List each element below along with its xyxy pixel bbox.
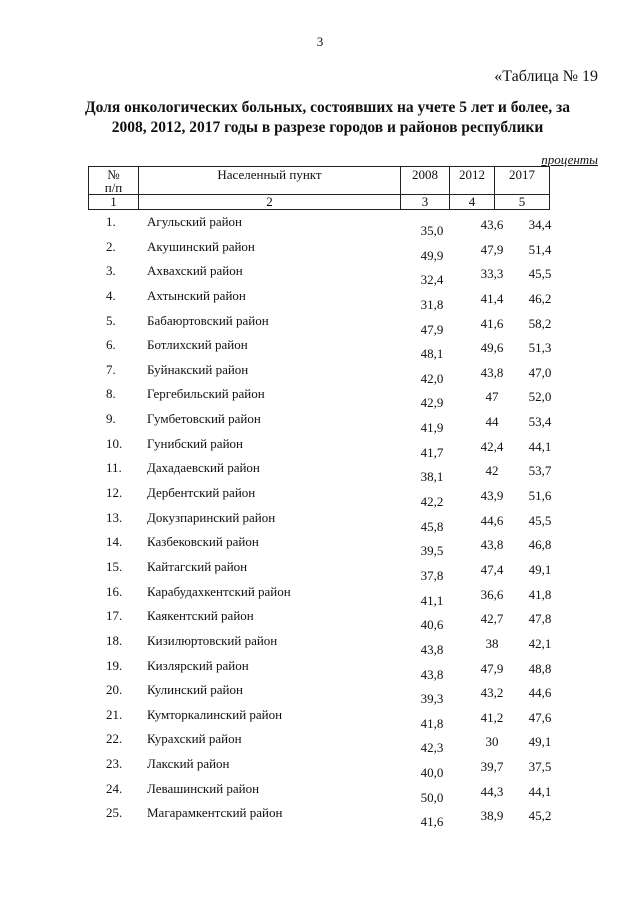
row-value-2017: 45,2 (528, 808, 552, 824)
row-number: 20. (106, 682, 123, 698)
row-number: 19. (106, 657, 123, 673)
row-value-2012: 44 (485, 414, 499, 430)
row-value-2017: 47,8 (528, 611, 552, 627)
row-number: 12. (106, 485, 123, 501)
row-value-2012: 42,4 (480, 438, 504, 454)
row-value-2008: 32,4 (420, 272, 444, 288)
row-name: Гунибский район (147, 435, 243, 451)
row-value-2008: 47,9 (420, 321, 444, 337)
row-number: 16. (106, 583, 123, 599)
row-name: Ботлихский район (147, 337, 248, 353)
row-value-2008: 40,6 (420, 617, 444, 633)
row-value-2012: 42 (485, 463, 499, 479)
table-row (88, 386, 552, 411)
row-value-2012: 44,3 (480, 783, 504, 799)
row-value-2017: 42,1 (528, 635, 552, 651)
page-number: 3 (316, 34, 324, 49)
row-value-2017: 49,1 (528, 734, 552, 750)
row-name: Акушинский район (147, 238, 255, 254)
header-col-4: 4 (450, 195, 495, 210)
row-number: 5. (106, 312, 116, 328)
row-name: Левашинский район (147, 780, 260, 796)
row-name: Дербентский район (147, 485, 256, 501)
row-name: Курахский район (147, 731, 242, 747)
row-value-2008: 31,8 (420, 296, 444, 312)
table-row (88, 435, 552, 461)
row-name: Ахвахский район (147, 263, 243, 279)
table-row (88, 263, 552, 288)
row-value-2012: 43,8 (480, 537, 504, 553)
row-value-2012: 36,6 (480, 586, 504, 602)
table-row (88, 337, 552, 362)
row-number: 17. (106, 608, 123, 624)
row-value-2008: 41,9 (420, 420, 444, 436)
row-number: 24. (106, 780, 123, 796)
row-number: 3. (106, 263, 116, 279)
row-value-2008: 49,9 (420, 247, 444, 263)
row-value-2017: 44,1 (528, 783, 552, 799)
row-value-2008: 41,1 (420, 592, 444, 608)
row-value-2008: 42,9 (420, 395, 444, 411)
row-number: 4. (106, 287, 116, 303)
row-value-2017: 45,5 (528, 266, 552, 282)
header-no-line-2: п/п (104, 180, 123, 195)
row-value-2012: 47 (485, 389, 499, 405)
table-body (88, 214, 552, 830)
header-no-line-1: № (107, 167, 120, 182)
header-col-1: 1 (89, 195, 139, 210)
row-value-2008: 39,3 (420, 691, 444, 707)
row-name: Лакский район (147, 756, 230, 772)
header-col-5: 5 (495, 195, 550, 210)
row-value-2017: 52,0 (528, 389, 552, 405)
row-value-2012: 43,8 (480, 364, 504, 380)
row-number: 21. (106, 706, 123, 722)
row-value-2012: 39,7 (480, 759, 504, 775)
table-row (88, 756, 552, 781)
row-number: 6. (106, 337, 116, 353)
header-2017: 2017 (495, 167, 550, 195)
row-value-2012: 38,9 (480, 808, 504, 824)
table-row (88, 632, 552, 658)
row-value-2008: 35,0 (420, 223, 444, 238)
row-name: Казбековский район (147, 534, 259, 550)
row-value-2008: 37,8 (420, 567, 444, 583)
row-name: Кизлярский район (147, 657, 249, 673)
row-value-2017: 41,8 (528, 586, 552, 602)
row-value-2008: 42,3 (420, 740, 444, 756)
row-name: Гумбетовский район (147, 411, 261, 427)
table-row (88, 312, 552, 338)
row-value-2012: 30 (485, 734, 499, 750)
row-value-2017: 49,1 (528, 561, 552, 577)
table-row (88, 657, 552, 683)
row-value-2012: 33,3 (480, 266, 504, 282)
row-value-2017: 48,8 (528, 660, 552, 676)
row-number: 11. (106, 460, 122, 476)
row-value-2008: 50,0 (420, 789, 444, 805)
row-number: 25. (106, 805, 123, 821)
table-row (88, 682, 552, 707)
table-row (88, 509, 552, 535)
row-number: 23. (106, 756, 123, 772)
row-value-2008: 38,1 (420, 469, 444, 485)
row-value-2012: 47,9 (480, 660, 504, 676)
row-name: Кизилюртовский район (147, 632, 278, 648)
row-name: Бабаюртовский район (147, 312, 269, 328)
row-value-2008: 41,6 (420, 814, 444, 830)
page-title (40, 98, 615, 138)
row-name: Буйнакский район (147, 361, 249, 377)
table-row (88, 731, 552, 756)
table-row (88, 460, 552, 485)
row-value-2008: 42,0 (420, 370, 444, 386)
title-line-2: 2008, 2012, 2017 годы в разрезе городов и районов республики (111, 119, 544, 136)
row-value-2012: 41,4 (480, 290, 504, 306)
row-value-2017: 46,8 (528, 537, 552, 553)
row-value-2012: 41,6 (480, 315, 504, 331)
row-value-2017: 47,0 (528, 364, 552, 380)
row-value-2017: 37,5 (528, 759, 552, 775)
row-value-2012: 43,6 (480, 217, 504, 232)
row-value-2012: 47,4 (480, 561, 504, 577)
row-name: Агульский район (147, 214, 242, 229)
row-value-2017: 51,4 (528, 241, 552, 257)
row-value-2017: 53,7 (528, 463, 552, 479)
row-value-2012: 49,6 (480, 340, 504, 356)
row-value-2008: 41,7 (420, 444, 444, 460)
row-name: Дахадаевский район (147, 460, 260, 476)
row-number: 14. (106, 534, 123, 550)
row-value-2012: 47,9 (480, 241, 504, 257)
row-name: Магарамкентский район (147, 805, 283, 821)
header-2008: 2008 (401, 167, 450, 195)
row-value-2012: 43,9 (480, 488, 504, 504)
row-number: 8. (106, 386, 116, 402)
row-name: Кумторкалинский район (147, 706, 283, 722)
row-value-2017: 34,4 (528, 217, 552, 232)
row-value-2012: 44,6 (480, 512, 504, 528)
row-value-2012: 41,2 (480, 709, 504, 725)
row-number: 2. (106, 238, 116, 254)
row-value-2012: 42,7 (480, 611, 504, 627)
table-row (88, 706, 552, 732)
row-name: Кулинский район (147, 682, 243, 698)
header-col-3: 3 (401, 195, 450, 210)
row-value-2008: 40,0 (420, 765, 444, 781)
row-value-2017: 58,2 (528, 315, 552, 331)
table-tag: «Таблица № 19 (494, 68, 598, 85)
row-value-2017: 47,6 (528, 709, 552, 725)
header-no (89, 167, 139, 195)
table-header (88, 166, 550, 210)
header-name: Населенный пункт (139, 167, 401, 195)
row-value-2017: 53,4 (528, 414, 552, 430)
row-value-2008: 43,8 (420, 641, 444, 657)
row-number: 22. (106, 731, 123, 747)
row-number: 1. (106, 214, 116, 229)
row-number: 7. (106, 361, 116, 377)
row-value-2008: 45,8 (420, 518, 444, 534)
row-value-2017: 51,3 (528, 340, 552, 356)
row-value-2008: 39,5 (420, 543, 444, 559)
header-2012: 2012 (450, 167, 495, 195)
table-row (88, 780, 552, 806)
table-row (88, 287, 552, 313)
table-row (88, 214, 552, 239)
table-row (88, 238, 552, 264)
row-name: Карабудахкентский район (147, 583, 291, 599)
row-number: 18. (106, 632, 123, 648)
title-line-1: Доля онкологических больных, состоявших на учете 5 лет и более, за (84, 99, 571, 116)
row-value-2008: 48,1 (420, 346, 444, 362)
table-row (88, 485, 552, 510)
row-name: Ахтынский район (147, 287, 246, 303)
units-label: проценты (541, 152, 598, 167)
table-row (88, 534, 552, 559)
row-name: Гергебильский район (147, 386, 265, 402)
row-value-2017: 51,6 (528, 488, 552, 504)
table-row (88, 558, 552, 584)
row-value-2008: 42,2 (420, 494, 444, 510)
row-number: 9. (106, 411, 116, 427)
row-value-2017: 46,2 (528, 290, 552, 306)
table-row (88, 608, 552, 633)
row-name: Каякентский район (147, 608, 254, 624)
row-number: 15. (106, 558, 123, 574)
row-value-2017: 45,5 (528, 512, 552, 528)
table-row (88, 805, 552, 830)
row-value-2008: 43,8 (420, 666, 444, 682)
row-value-2017: 44,6 (528, 685, 552, 701)
table-row (88, 411, 552, 436)
table-row (88, 583, 552, 609)
row-number: 10. (106, 435, 123, 451)
row-name: Докузпаринский район (147, 509, 276, 525)
row-value-2012: 38 (485, 635, 499, 651)
row-value-2012: 43,2 (480, 685, 504, 701)
row-number: 13. (106, 509, 123, 525)
row-name: Кайтагский район (147, 558, 248, 574)
table-row (88, 361, 552, 387)
header-col-2: 2 (139, 195, 401, 210)
row-value-2008: 41,8 (420, 715, 444, 731)
row-value-2017: 44,1 (528, 438, 552, 454)
